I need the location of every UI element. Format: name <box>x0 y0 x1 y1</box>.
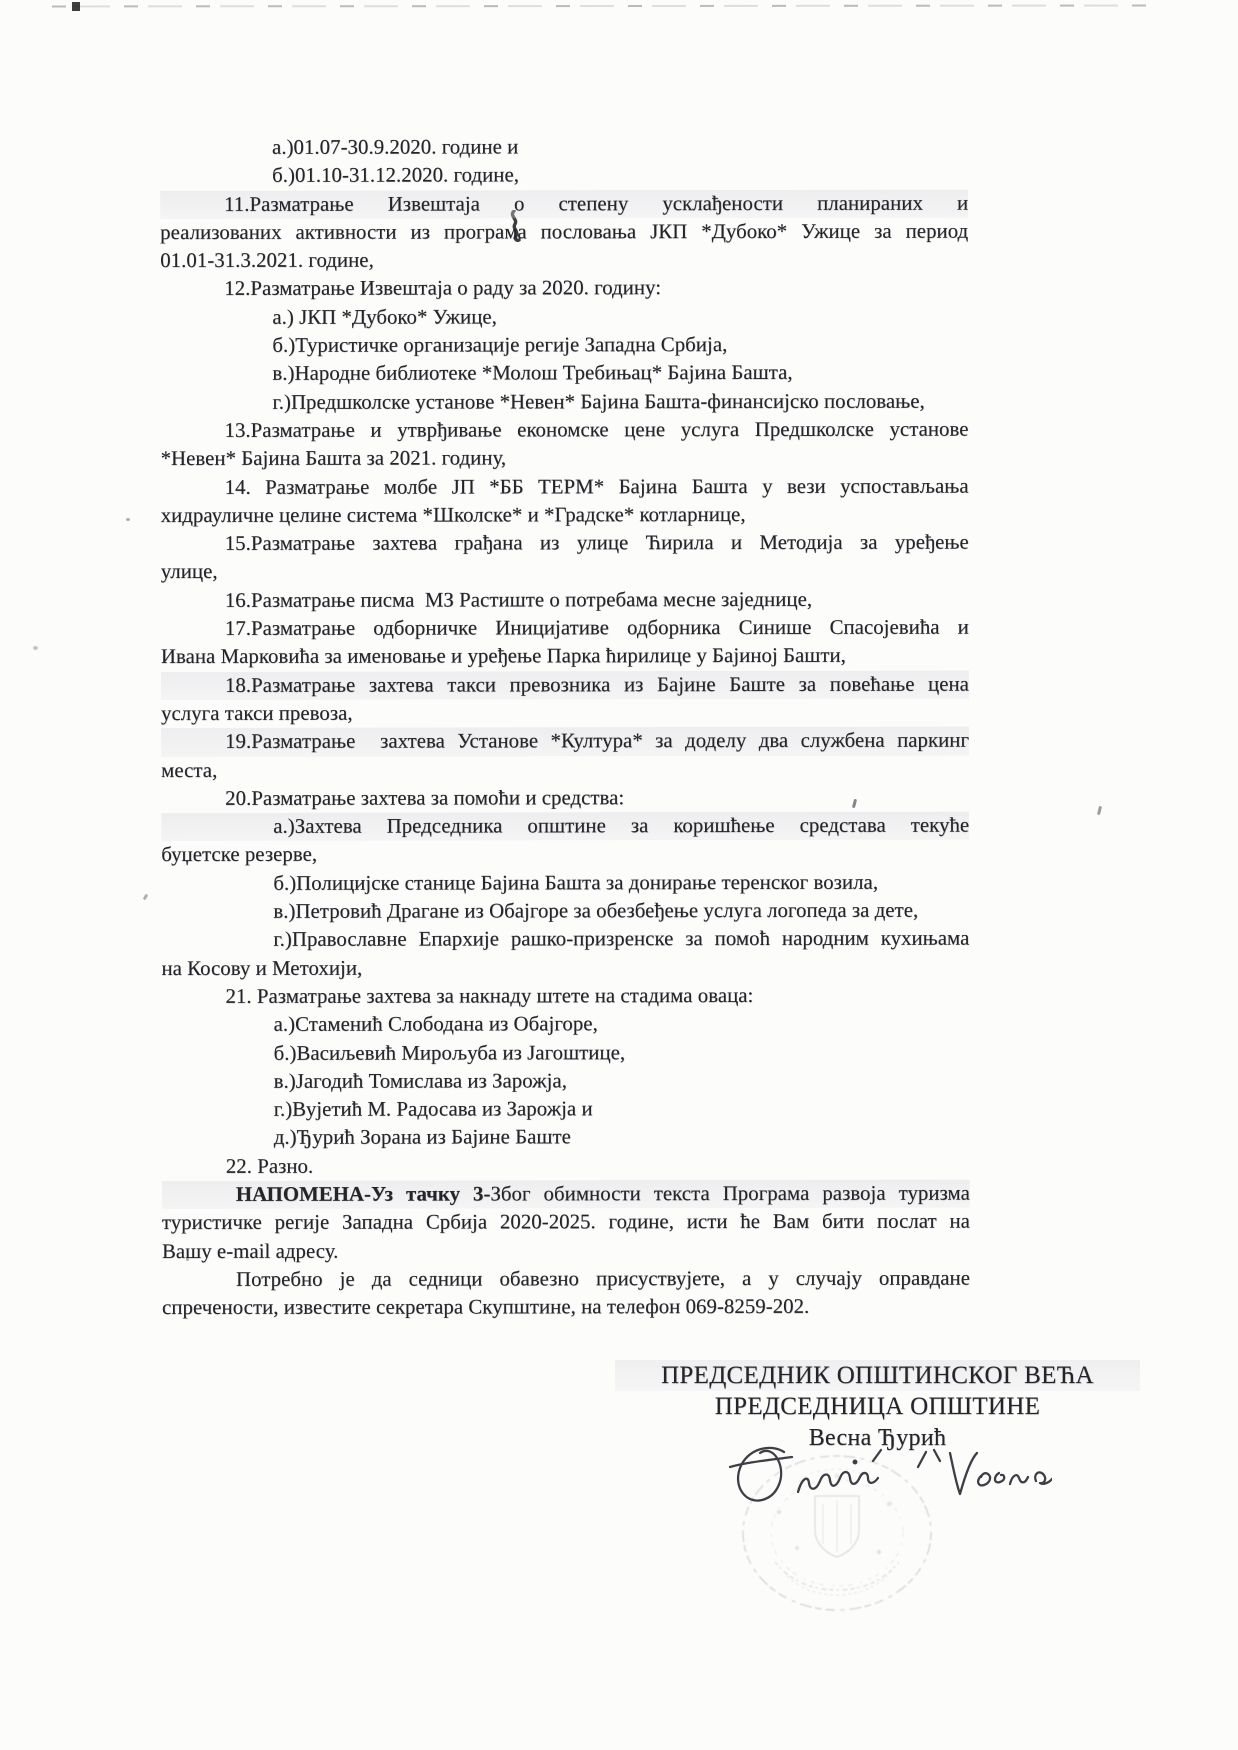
document-line: туристичке регије Западна Србија 2020-2025. године, исти ће Вам бити послат на <box>161 1209 970 1235</box>
document-line: б.)Туристичке организације регије Западна Србија, <box>272 333 728 357</box>
document-line: а.)Захтева Председника општине за коришћење средстава текуће <box>161 812 969 842</box>
document-line: реализованих активности из програма пословања ЈКП *Дубоко* Ужице за период <box>160 219 969 244</box>
document-line: в.)Петровић Драгане из Обајгоре за обезбеђење услуга логопеда за дете, <box>273 898 919 923</box>
document-line: Вашу e-mail адресу. <box>161 1239 339 1263</box>
document-line: а.)01.07-30.9.2020. године и <box>272 135 519 159</box>
document-line: 16.Разматрање писма МЗ Растиште о потребама месне заједнице, <box>224 587 813 612</box>
document-line: 20.Разматрање захтева за помоћи и средства: <box>225 786 625 810</box>
document-line: Ивана Марковића за именовање и уређење Парка ћирилице у Бајиној Башти, <box>160 644 846 669</box>
document-line: г.)Вујетић М. Радосава из Зарожја и <box>273 1097 593 1121</box>
document-line: 12.Разматрање Извештаја о раду за 2020. годину: <box>224 276 662 301</box>
document-line: 21. Разматрање захтева за накнаду штете на стадима оваца: <box>225 983 754 1008</box>
document-line: в.)Јагодић Томислава из Зарожја, <box>273 1069 567 1093</box>
scan-edge-dot <box>72 2 80 11</box>
document-line: 22. Разно. <box>225 1154 314 1178</box>
document-line: б.)Васиљевић Мирољуба из Јагоштице, <box>273 1040 626 1065</box>
scan-speck <box>143 894 149 901</box>
document-line: а.)Стаменић Слободана из Обајгоре, <box>273 1012 598 1037</box>
handwritten-signature <box>722 1440 1052 1528</box>
document-line: 13.Разматрање и утврђивање економске цене услуга Предшколске установе <box>224 417 969 442</box>
scan-speck <box>126 518 130 521</box>
document-body <box>160 133 970 1323</box>
signatory-title-municipality: ПРЕДСЕДНИЦА ОПШТИНЕ <box>714 1393 1041 1420</box>
document-line: д.)Ђурић Зорана из Бајине Баште <box>273 1125 571 1150</box>
scan-speck <box>33 646 38 650</box>
document-line: б.)Полицијске станице Бајина Башта за донирање теренског возила, <box>273 870 879 895</box>
document-line: спречености, известите секретара Скупштине, на телефон 069-8259-202. <box>162 1295 810 1320</box>
document-line: г.)Православне Епархије рашко-призренске за помоћ народним кухињама <box>273 926 970 952</box>
document-line: г.)Предшколске установе *Невен* Бајина Башта-финансијско пословање, <box>272 389 925 414</box>
document-line: 19.Разматрање захтева Установе *Култура* за доделу два службена паркинг <box>161 727 969 757</box>
note-bold-label: НАПОМЕНА-Уз тачку 3- <box>235 1182 491 1206</box>
scan-speck <box>1097 806 1102 815</box>
document-line: услуга такси превоза, <box>160 701 353 725</box>
document-line: на Косову и Метохији, <box>161 956 363 980</box>
document-line: 14. Разматрање молбе ЈП *ББ ТЕРМ* Бајина Башта у вези успостављања <box>224 474 969 499</box>
document-line: а.) ЈКП *Дубоко* Ужице, <box>272 305 497 329</box>
document-line: хидрауличне целине система *Школске* и *Градске* котларнице, <box>160 502 746 527</box>
document-line: буџетске резерве, <box>161 843 318 867</box>
document-line: 01.01-31.3.2021. године, <box>160 248 374 273</box>
document-line: б.)01.10-31.12.2020. године, <box>272 163 519 188</box>
document-line: 18.Разматрање захтева такси превозника из Бајине Баште за повећање цена <box>161 670 969 700</box>
document-line: Потребно је да седници обавезно присуствујете, а у случају оправдане <box>235 1266 971 1291</box>
document-line: НАПОМЕНА-Уз тачку 3-Због обимности текста Програма развоја туризма <box>162 1180 970 1210</box>
document-line: места, <box>161 758 218 782</box>
document-line: 11.Разматрање Извештаја о степену усклађености планираних и <box>160 189 968 219</box>
document-line: 15.Разматрање захтева грађана из улице Ћирила и Методија за уређење <box>224 530 969 556</box>
document-line: 17.Разматрање одборничке Иницијативе одборника Синише Спасојевића и <box>224 615 969 640</box>
scan-edge-line <box>52 5 1147 8</box>
document-line: улице, <box>160 560 218 584</box>
signatory-name: Весна Ђурић <box>808 1425 947 1451</box>
document-line: в.)Народне библиотеке *Молош Требињац* Бајина Башта, <box>272 361 793 386</box>
document-line: *Невен* Бајина Башта за 2021. годину, <box>160 446 507 471</box>
signatory-title-council: ПРЕДСЕДНИК ОПШТИНСКОГ ВЕЋА <box>615 1360 1140 1391</box>
